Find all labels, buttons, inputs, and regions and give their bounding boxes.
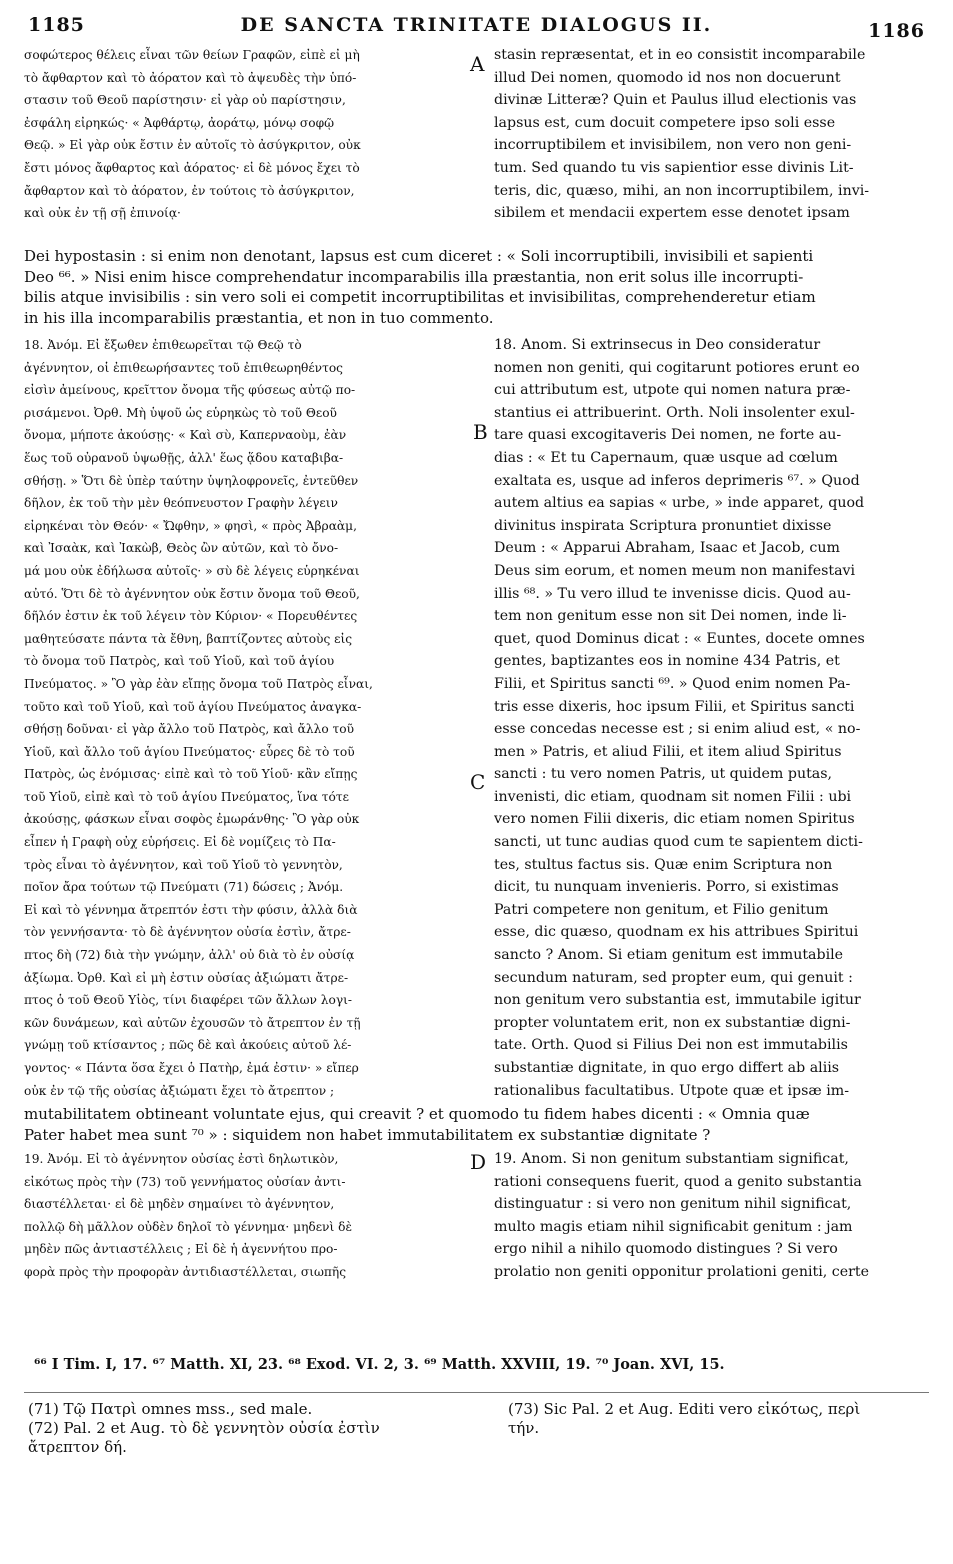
text-line: τοῦ Υἱοῦ, εἰπὲ καὶ τὸ τοῦ ἁγίου Πνεύματος, ἵνα τότε (24, 789, 349, 804)
text-line: distinguatur : si vero non genitum nihil significat, (494, 1196, 852, 1213)
text-line: καὶ οὐκ ἐν τῇ σῇ ἐπινοίᾳ· (24, 206, 181, 221)
text-line: ἐσφάλη εἰρηκώς· « Ἀφθάρτῳ, ἀοράτῳ, μόνῳ σοφῷ (24, 115, 335, 130)
text-line: εἰρηκέναι τὸν Θεόν· « Ὤφθην, » φησὶ, « πρὸς Ἀβραὰμ, (24, 518, 357, 533)
text-line: Πατρὸς, ὡς ἐνόμισας· εἰπὲ καὶ τὸ τοῦ Υἱοῦ· κἂν εἴπῃς (24, 767, 358, 782)
text-line: γνώμῃ τοῦ κτίσαντος ; πῶς δὲ καὶ ἀκούεις αὐτοῦ λέ- (24, 1038, 352, 1053)
text-line: σθήσῃ. » Ὅτι δὲ ὑπὲρ ταύτην ὑψηλοφρονεῖς, ἐντεῦθεν (24, 473, 359, 488)
text-line: τὸ ἄφθαρτον καὶ τὸ ἀόρατον καὶ τὸ ἀψευδὲς τὴν ὑπό- (24, 70, 357, 85)
text-line: autem altius ea sapias « urbe, » inde apparet, quod (494, 495, 865, 512)
text-line: πτος ὁ τοῦ Θεοῦ Υἱὸς, τίνι διαφέρει τῶν ἄλλων λογι- (24, 993, 353, 1008)
footnote-references: ⁶⁶ I Tim. I, 17. ⁶⁷ Matth. XI, 23. ⁶⁸ Exod. VI. 2, 3. ⁶⁹ Matth. XXVIII, 19. ⁷⁰ Joan. XVI, 15. (34, 1356, 725, 1373)
text-line: illis ⁶⁸. » Tu vero illud te invenisse dicis. Quod au- (494, 585, 851, 602)
text-line: τρὸς εἶναι τὸ ἀγέννητον, καὶ τοῦ Υἱοῦ τὸ γεννητὸν, (24, 857, 343, 872)
text-line: sibilem et mendacii expertem esse denotet ipsam (494, 205, 850, 222)
text-line: invenisti, dic etiam, quodnam sit nomen Filii : ubi (494, 788, 852, 805)
text-line: sancti : tu vero nomen Patris, ut quidem putas, (494, 766, 833, 783)
text-line: illud Dei nomen, quomodo id nos non docuerunt (494, 69, 841, 86)
text-line: teris, dic, quæso, mihi, an non incorruptibilem, invi- (494, 182, 870, 199)
text-line: rationalibus facultatibus. Utpote quæ et ipsæ im- (494, 1082, 850, 1099)
latin-fullwidth-2 (24, 1104, 936, 1145)
text-line: Dei hypostasin : si enim non denotant, lapsus est cum diceret : « Soli incorruptibili, invisibili et sapienti (24, 247, 814, 265)
latin-fullwidth-1 (24, 246, 936, 328)
text-line: quet, quod Dominus dicat : « Euntes, docete omnes (494, 630, 865, 647)
text-line: φορὰ πρὸς τὴν προφορὰν ἀντιδιαστέλλεται, σιωπῆς (24, 1264, 347, 1279)
text-line: σοφώτερος θέλεις εἶναι τῶν θείων Γραφῶν, εἰπὲ εἰ μὴ (24, 48, 360, 62)
text-line: σθήσῃ δοῦναι· εἰ γὰρ ἄλλο τοῦ Πατρὸς, καὶ ἄλλο τοῦ (24, 722, 355, 737)
text-line: tes, stultus factus sis. Quæ enim Scriptura non (494, 856, 833, 873)
notes-right (508, 1400, 933, 1438)
text-line: τὸ ὄνομα τοῦ Πατρὸς, καὶ τοῦ Υἱοῦ, καὶ τοῦ ἁγίου (24, 654, 335, 669)
text-line: 18. Ἀνόμ. Εἰ ἔξωθεν ἐπιθεωρεῖται τῷ Θεῷ τὸ (24, 338, 302, 352)
text-line: εἰκότως πρὸς τὴν (73) τοῦ γεννήματος οὐσίαν ἀντι- (24, 1174, 346, 1189)
text-line: Pater habet mea sunt ⁷⁰ » : siquidem non habet immutabilitatem ex substantiæ dignitate ? (24, 1125, 711, 1144)
text-line: substantiæ dignitate, in quo ergo differt ab aliis (494, 1060, 840, 1076)
text-line: sancto ? Anom. Si etiam genitum est immutabile (494, 947, 844, 964)
text-line: Θεῷ. » Εἰ γὰρ οὐκ ἔστιν ἐν αὐτοῖς τὸ ἀσύγκριτον, οὐκ (24, 138, 361, 153)
footnote-divider (24, 1392, 929, 1393)
text-line: incorruptibilem et invisibilem, non vero non geni- (494, 137, 852, 154)
text-line: 19. Ἀνόμ. Εἰ τὸ ἀγέννητον οὐσίας ἐστὶ δηλωτικὸν, (24, 1152, 339, 1166)
text-line: esse, dic quæso, quodnam ex his attribues Spiritui (494, 924, 859, 941)
text-line: μηδὲν πῶς ἀντιαστέλλεις ; Εἰ δὲ ἡ ἀγεννήτου προ- (24, 1242, 338, 1257)
text-line: μά μου οὐκ ἐδήλωσα αὐτοῖς· » σὺ δὲ λέγεις εὑρηκέναι (24, 563, 360, 578)
text-line: τοῦτο καὶ τοῦ Υἱοῦ, καὶ τοῦ ἁγίου Πνεύματος ἀναγκα- (24, 699, 362, 714)
notes-left (28, 1400, 478, 1457)
text-line: ἀκούσῃς, φάσκων εἶναι σοφὸς ἐμωράνθης· Ὃ γὰρ οὐκ (24, 812, 360, 827)
text-line: propter voluntatem erit, non ex substantiæ digni- (494, 1014, 851, 1031)
greek-column-1 (24, 44, 467, 225)
page-title: DE SANCTA TRINITATE DIALOGUS II. (240, 14, 713, 36)
text-line: bilis atque invisibilis : sin vero soli ei competit incorruptibilitas et invisibilitas, comprehenderetur etiam (24, 288, 816, 306)
text-line: πολλῷ δὴ μᾶλλον οὐδὲν δηλοῖ τὸ γέννημα· μηδενὶ δὲ (24, 1219, 352, 1234)
text-line: ἕως τοῦ οὐρανοῦ ὑψωθῇς, ἀλλ' ἕως ᾅδου καταβιβα- (24, 450, 344, 465)
text-line: mutabilitatem obtineant voluntate ejus, qui creavit ? et quomodo tu fidem habes dicenti : « Omnia quæ (24, 1105, 810, 1123)
text-line: divinæ Litteræ? Quin et Paulus illud electionis vas (494, 92, 857, 109)
text-line: εἰσὶν ἀμείνους, κρεῖττον ὄνομα τῆς φύσεως αὐτῷ πο- (24, 383, 356, 398)
text-line: πτος δὴ (72) διὰ τὴν γνώμην, ἀλλ' οὐ διὰ τὸ ἐν οὐσίᾳ (24, 948, 355, 963)
text-line: ὄνομα, μήποτε ἀκούσῃς· « Καὶ σὺ, Καπερναοὺμ, ἐὰν (24, 428, 347, 443)
text-line: lapsus est, cum docuit competere ipso soli esse (494, 114, 836, 131)
text-line: tem non genitum esse non sit Dei nomen, inde li- (494, 608, 847, 625)
margin-mark-c: C (470, 770, 486, 794)
text-line: ποῖον ἄρα τούτων τῷ Πνεύματι (71) δώσεις ; Ἀνόμ. (24, 880, 344, 895)
note-line: (73) Sic Pal. 2 et Aug. Editi vero εἰκότως, περὶ (508, 1400, 861, 1418)
text-line: dias : « Et tu Capernaum, quæ usque ad cœlum (494, 449, 838, 466)
text-line: Filii, et Spiritus sancti ⁶⁹. » Quod enim nomen Pa- (494, 675, 851, 692)
text-line: in his illa incomparabilis præstantia, et non in tuo commento. (24, 308, 494, 327)
note-line: (72) Pal. 2 et Aug. τὸ δὲ γεννητὸν οὐσία ἐστὶν (28, 1419, 380, 1437)
margin-mark-a: A (470, 52, 485, 76)
text-line: vero nomen Filii dixeris, dic etiam nomen Spiritus (494, 811, 855, 828)
text-line: 18. Anom. Si extrinsecus in Deo consideratur (494, 337, 821, 353)
text-line: εἶπεν ἡ Γραφὴ οὐχ εὑρήσεις. Εἰ δὲ νομίζεις τὸ Πα- (24, 835, 336, 850)
text-line: Deum : « Apparui Abraham, Isaac et Jacob, cum (494, 540, 840, 557)
text-line: 19. Anom. Si non genitum substantiam significat, (494, 1151, 849, 1167)
text-line: δῆλον, ἐκ τοῦ τὴν μὲν θεόπνευστον Γραφὴν λέγειν (24, 496, 338, 511)
text-line: tris esse dixeris, hoc ipsum Filii, et Spiritus sancti (494, 698, 855, 715)
greek-column-2 (24, 334, 467, 1102)
text-line: nomen non geniti, qui cogitarunt potiores erunt eo (494, 359, 860, 376)
text-line: μαθητεύσατε πάντα τὰ ἔθνη, βαπτίζοντες αὐτοὺς εἰς (24, 631, 353, 646)
text-line: secundum naturam, sed propter eum, qui genuit : (494, 969, 853, 986)
text-line: Patri competere non genitum, et Filio genitum (494, 901, 829, 918)
text-line: ἄφθαρτον καὶ τὸ ἀόρατον, ἐν τούτοις τὸ ἀσύγκριτον, (24, 183, 355, 198)
text-line: δῆλόν ἐστιν ἐκ τοῦ λέγειν τὸν Κύριον· « Πορευθέντες (24, 609, 358, 624)
greek-column-3 (24, 1148, 467, 1284)
text-line: stasin repræsentat, et in eo consistit incomparabile (494, 47, 866, 63)
text-line: Υἱοῦ, καὶ ἄλλο τοῦ ἁγίου Πνεύματος· εὗρες δὲ τὸ τοῦ (24, 744, 355, 759)
margin-mark-d: D (470, 1150, 487, 1174)
text-line: ἀξίωμα. Ὀρθ. Καὶ εἰ μὴ ἐστιν οὐσίας ἀξιώματι ἄτρε- (24, 970, 349, 985)
note-line: ἄτρεπτον δή. (28, 1438, 127, 1456)
text-line: rationi consequens fuerit, quod a genito substantia (494, 1173, 862, 1190)
running-header (28, 14, 925, 42)
page-number-right: 1186 (868, 20, 925, 42)
latin-column-2 (494, 334, 936, 1102)
text-line: tate. Orth. Quod si Filius Dei non est immutabilis (494, 1037, 848, 1054)
text-line: ρισάμενοι. Ὀρθ. Μὴ ὑψοῦ ὡς εὑρηκὼς τὸ τοῦ Θεοῦ (24, 405, 337, 420)
text-line: διαστέλλεται· εἰ δὲ μηδὲν σημαίνει τὸ ἀγέννητον, (24, 1197, 335, 1212)
text-line: dicit, tu nunquam invenieris. Porro, si existimas (494, 879, 839, 896)
latin-column-1 (494, 44, 936, 225)
text-line: gentes, baptizantes eos in nomine 434 Patris, et (494, 653, 840, 670)
latin-column-3 (494, 1148, 936, 1284)
text-line: exaltata es, usque ad inferos deprimeris ⁶⁷. » Quod (494, 472, 860, 489)
text-line: Deo ⁶⁶. » Nisi enim hisce comprehendatur incomparabilis illa præstantia, non erit solus ille incorrupti- (24, 267, 804, 286)
text-line: cui attributum est, utpote qui nomen natura præ- (494, 382, 851, 399)
text-line: Εἰ καὶ τὸ γέννημα ἄτρεπτόν ἐστι τὴν φύσιν, ἀλλὰ διὰ (24, 902, 358, 917)
text-line: prolatio non geniti opponitur prolationi geniti, certe (494, 1263, 869, 1280)
note-line: (71) Τῷ Πατρὶ omnes mss., sed male. (28, 1400, 313, 1418)
text-line: τὸν γεννήσαντα· τὸ δὲ ἀγέννητον οὐσία ἐστὶν, ἄτρε- (24, 925, 351, 940)
text-line: stantius ei attribuerint. Orth. Noli insolenter exul- (494, 404, 855, 421)
text-line: ἀγέννητον, οἱ ἐπιθεωρήσαντες τοῦ ἐπιθεωρηθέντος (24, 360, 343, 375)
text-line: Deus sim eorum, et nomen meum non manifestavi (494, 562, 856, 579)
page-number-left: 1185 (28, 14, 85, 36)
text-line: ἔστι μόνος ἄφθαρτος καὶ ἀόρατος· εἰ δὲ μόνος ἔχει τὸ (24, 160, 360, 175)
text-line: καὶ Ἰσαὰκ, καὶ Ἰακὼβ, Θεὸς ὢν αὐτῶν, καὶ τὸ ὄνο- (24, 541, 339, 556)
text-line: κῶν δυνάμεων, καὶ αὐτῶν ἐχουσῶν τὸ ἄτρεπτον ἐν τῇ (24, 1015, 361, 1030)
text-line: sancti, ut tunc audias quod cum te sapientem dicti- (494, 834, 863, 851)
text-line: multo magis etiam nihil significabit genitum : jam (494, 1218, 853, 1235)
text-line: Πνεύματος. » Ὃ γὰρ ἐὰν εἴπῃς ὄνομα τοῦ Πατρὸς εἶναι, (24, 676, 373, 691)
text-line: αὐτό. Ὅτι δὲ τὸ ἀγέννητον οὐκ ἔστιν ὄνομα τοῦ Θεοῦ, (24, 586, 360, 601)
text-line: οὐκ ἐν τῷ τῆς οὐσίας ἀξιώματι ἔχει τὸ ἄτρεπτον ; (24, 1083, 335, 1098)
text-line: ergo nihil a nihilo quomodo distingues ? Si vero (494, 1241, 838, 1258)
text-line: esse concedas necesse est ; si enim aliud est, « no- (494, 721, 861, 738)
text-line: non genitum vero substantia est, immutabile igitur (494, 992, 861, 1009)
text-line: men » Patris, et aliud Filii, et item aliud Spiritus (494, 743, 842, 760)
margin-mark-b: B (473, 420, 488, 444)
text-line: tare quasi excogitaveris Dei nomen, ne forte au- (494, 427, 842, 444)
text-line: divinitus inspirata Scriptura pronuntiet dixisse (494, 517, 832, 534)
note-line: τήν. (508, 1419, 540, 1437)
text-line: γοντος· « Πάντα ὅσα ἔχει ὁ Πατὴρ, ἐμά ἐστιν· » εἴπερ (24, 1061, 359, 1075)
text-line: στασιν τοῦ Θεοῦ παρίστησιν· εἰ γὰρ οὐ παρίστησιν, (24, 93, 346, 108)
text-line: tum. Sed quando tu vis sapientior esse divinis Lit- (494, 159, 854, 176)
